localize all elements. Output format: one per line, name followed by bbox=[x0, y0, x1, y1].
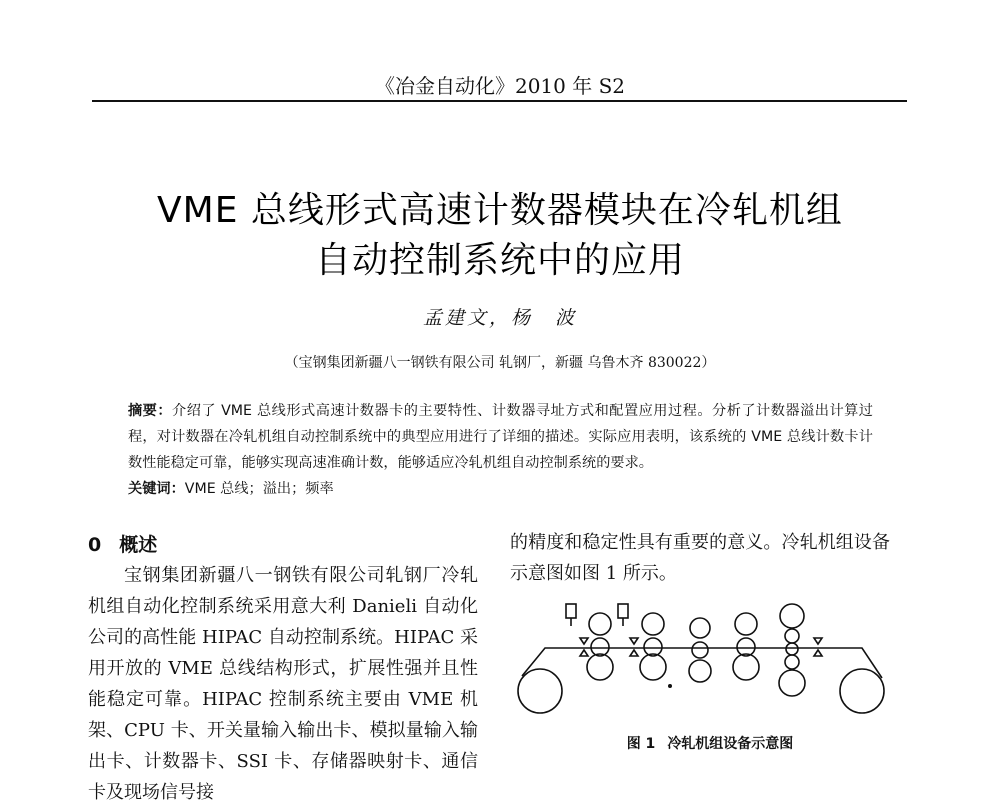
body-text-left-column: 宝钢集团新疆八一钢铁有限公司轧钢厂冷轧机组自动化控制系统采用意大利 Danieli 自动化公司的高性能 HIPAC 自动控制系统。HIPAC 采用开放的 VME 总线结构形式，扩展性强并且性能稳定可靠。HIPAC 控制系统主要由 VME 机架、CPU 卡、开关量输入输出卡、模拟量输入输出卡、计数器卡、SSI 卡、存储器映射卡、通信卡及现场信号接 bbox=[88, 565, 478, 803]
strip-line bbox=[522, 648, 882, 678]
paper-title-line-2: 自动控制系统中的应用 bbox=[314, 240, 685, 281]
running-header: 《冶金自动化》2010 年 S2 bbox=[374, 74, 626, 98]
sensor-2 bbox=[618, 604, 628, 618]
keywords-text: VME 总线；溢出；频率 bbox=[184, 481, 334, 497]
sensor-1 bbox=[566, 604, 576, 618]
abstract-text: 介绍了 VME 总线形式高速计数器卡的主要特性、计数器寻址方式和配置应用过程。分析了计数器溢出计算过程，对计数器在冷轧机组自动控制系统中的典型应用进行了详细的描述。实际应用表明，该系统的 VME 总线计数卡计数性能稳定可靠，能够实现高速准确计数，能够适应冷轧机组自动控制系统的要求。 bbox=[128, 403, 873, 471]
abstract bbox=[128, 398, 873, 476]
abstract-label: 摘要： bbox=[128, 403, 173, 419]
mill-equipment-diagram bbox=[510, 598, 890, 723]
figure-caption-text: 冷轧机组设备示意图 bbox=[667, 736, 794, 752]
paper-title-line-1: VME 总线形式高速计数器模块在冷轧机组 bbox=[157, 190, 843, 231]
section-number: 0 bbox=[88, 534, 102, 556]
keywords-label: 关键词： bbox=[128, 481, 185, 497]
figure-number: 图 1 bbox=[626, 736, 656, 752]
body-text-right-column: 的精度和稳定性具有重要的意义。冷轧机组设备示意图如图 1 所示。 bbox=[510, 532, 890, 584]
tension-reel bbox=[840, 669, 884, 713]
affiliation: （宝钢集团新疆八一钢铁有限公司 轧钢厂，新疆 乌鲁木齐 830022） bbox=[284, 355, 716, 371]
section-heading bbox=[88, 530, 157, 557]
keywords bbox=[128, 478, 873, 498]
authors: 孟建文，杨 波 bbox=[422, 307, 577, 329]
payoff-reel bbox=[518, 669, 562, 713]
figure-caption bbox=[560, 733, 860, 753]
section-title: 概述 bbox=[119, 534, 158, 556]
header-rule bbox=[92, 100, 907, 102]
